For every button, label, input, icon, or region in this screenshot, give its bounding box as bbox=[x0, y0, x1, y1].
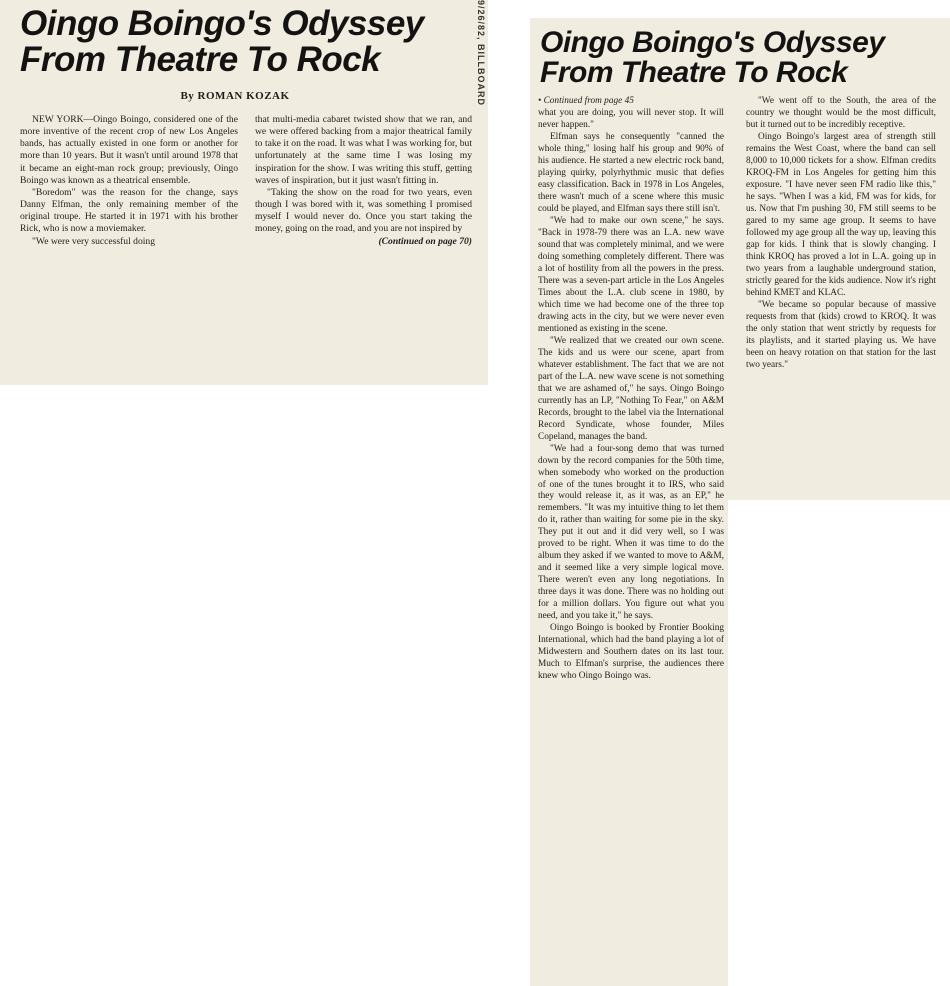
article-clipping-page-70 bbox=[530, 18, 950, 986]
headline bbox=[540, 28, 885, 88]
paragraph: "Boredom" was the reason for the change, says Danny Elfman, the only remaining member of the original troupe. He started it in 1971 with his brother Rick, who is now a moviemaker. bbox=[20, 186, 238, 235]
paragraph: Oingo Boingo is booked by Frontier Booking International, which had the band playing a lot of Midwestern and Southern dates on its last tour. Much to Elfman's surprise, the audiences there knew who Oingo Boingo was. bbox=[538, 623, 724, 682]
column-1 bbox=[20, 114, 238, 248]
headline-line-2: From Theatre To Rock bbox=[20, 40, 381, 79]
paragraph: "Taking the show on the road for two years, even though I was bored with it, was something I promised myself I would never do. Once you start taking the money, going on the road, and you are not inspired by bbox=[255, 186, 472, 235]
column-2 bbox=[746, 96, 936, 372]
continued-from-note: • Continued from page 45 bbox=[538, 96, 634, 106]
paragraph: Oingo Boingo's largest area of strength still remains the West Coast, where the band can sell 8,000 to 10,000 tickets for a show. Elfman credits KROQ-FM in Los Angeles for getting him this exposure. "I have never seen FM radio like this," he says. "When I was a kid, FM was for kids, for us. Now that I'm pushing 30, FM still seems to be gared to my same age group. It seems to have followed my age group all the way up, leaving this gap for kids. I think that is slowly changing. I think KROQ has proved a lot in L.A. going up in two years from a laughable underground station, strictly geared for the kids audience. Now it's right behind KMET and KLAC. bbox=[746, 131, 936, 298]
paragraph: NEW YORK—Oingo Boingo, considered one of the more inventive of the recent crop of new Los Angeles bands, has actually existed in one form or another for more than 10 years. But it wasn't until around 1978 that it became an eight-man rock group; previously, Oingo Boingo was known as a theatrical ensemble. bbox=[20, 114, 238, 186]
paragraph: "We became so popular because of massive requests from that (kids) crowd to KROQ. It was the only station that went strictly by requests for its playlists, and it started playing us. We have been on heavy rotation on that station for the last two years." bbox=[746, 299, 936, 370]
paragraph: "We realized that we created our own scene. The kids and us were our scene, apart from whatever establishment. The fact that we are not part of the L.A. new wave scene is not something that we are ashamed of," he says. Oingo Boingo currently has an LP, "Nothing To Fear," on A&M Records, brought to the label via the International Record Syndicate, whose founder, Miles Copeland, manages the band. bbox=[538, 335, 724, 442]
headline bbox=[20, 6, 424, 78]
source-label: 9/26/82, BILLBOARD bbox=[476, 0, 486, 107]
paragraph: "We had a four-song demo that was turned down by the record companies for the 50th time, when somebody who worked on the production of one of the tunes brought it to IRS, who said they would release it, as it was, as an EP," he remembers. "It was my intuitive thing to let them do it, rather than waiting for some pie in the sky. They put it out and it did very well, so I was proved to be right. When it was time to do the album they asked if we wanted to move to A&M, and it seemed like a very simple logical move. There weren't even any long negotiations. In three days it was done. There was no holding out for a million dollars. You figure out what you need, and you take it," he says. bbox=[538, 443, 724, 622]
paragraph: "We had to make our own scene," he says. "Back in 1978-79 there was an L.A. new wave sound that was completely minimal, and we were doing something completely different. There was a lot of hostility from all the powers in the press. There was a seven-part article in the Los Angeles Times about the L.A. club scene in 1980, by which time we had become one of the three top drawing acts in the city, but we were never even mentioned as existing in the scene. bbox=[538, 215, 724, 334]
paragraph: "We went off to the South, the area of the country we thought would be the most difficult, but it turned out to be incredibly receptive. bbox=[746, 96, 936, 130]
paragraph: what you are doing, you will never stop. It will never happen." bbox=[538, 107, 724, 130]
byline: By ROMAN KOZAK bbox=[180, 90, 290, 102]
headline-line-1: Oingo Boingo's Odyssey bbox=[20, 4, 424, 43]
paragraph: that multi-media cabaret twisted show that we ran, and we were offered backing from a major theatrical family to take it on the road. It was what I was working for, but unfortunately at the same time I was losing my inspiration for the show. I was writing this stuff, getting waves of inspiration, but it just wasn't fitting in. bbox=[255, 114, 472, 186]
headline-line-1: Oingo Boingo's Odyssey bbox=[540, 26, 885, 59]
paragraph: Elfman says he consequently "canned the whole thing," losing half his group and 90% of his audience. He started a new electric rock band, playing quirky, polyrhythmic music that defies easy classification. Back in 1978 in Los Angeles, there wasn't much of a scene where this music could be played, and Elfman says there still isn't. bbox=[538, 131, 724, 214]
column-2 bbox=[255, 114, 472, 248]
paragraph: "We were very successful doing bbox=[32, 235, 156, 247]
continued-on-note: (Continued on page 70) bbox=[378, 235, 472, 247]
article-clipping-page-45 bbox=[0, 0, 488, 385]
column-1 bbox=[538, 96, 724, 683]
headline-line-2: From Theatre To Rock bbox=[540, 56, 848, 89]
